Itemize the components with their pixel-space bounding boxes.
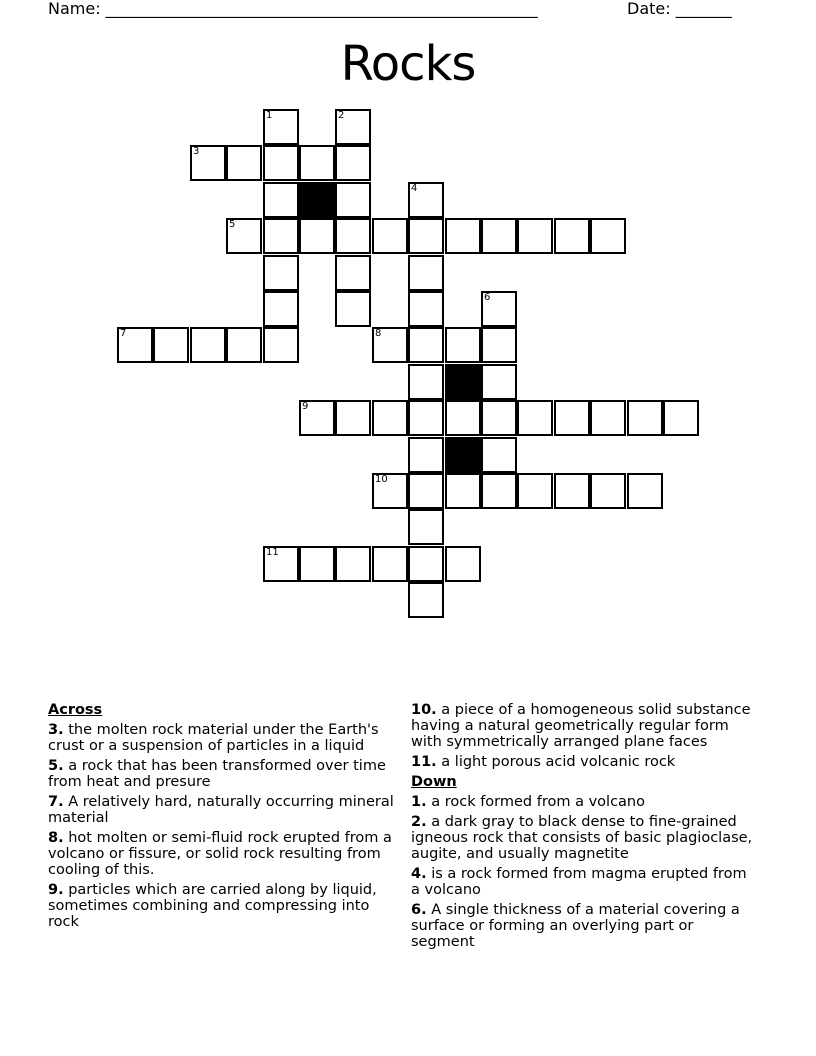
crossword-cell[interactable] [335, 145, 371, 181]
crossword-cell[interactable] [517, 218, 553, 254]
crossword-cell[interactable] [408, 437, 444, 473]
crossword-cell[interactable] [408, 473, 444, 509]
crossword-cell[interactable] [226, 327, 262, 363]
crossword-cell[interactable] [190, 145, 226, 181]
crossword-block [445, 437, 481, 473]
cell-number: 7 [120, 328, 127, 339]
crossword-cell[interactable] [372, 218, 408, 254]
crossword-cell[interactable] [408, 255, 444, 291]
crossword-cell[interactable] [517, 400, 553, 436]
crossword-cell[interactable] [263, 291, 299, 327]
clue-down-6 [411, 902, 759, 950]
crossword-cell[interactable] [445, 327, 481, 363]
crossword-cell[interactable] [263, 145, 299, 181]
crossword-block [299, 182, 335, 218]
crossword-cell[interactable] [299, 546, 335, 582]
crossword-cell[interactable] [408, 182, 444, 218]
crossword-cell[interactable] [335, 182, 371, 218]
cell-number: 1 [266, 110, 273, 121]
clue-down-2 [411, 814, 759, 862]
clue-text: hot molten or semi-fluid rock erupted from a volcano or fissure, or solid rock resulting from cooling of this. [48, 830, 392, 878]
cell-number: 8 [375, 328, 382, 339]
crossword-cell[interactable] [554, 218, 590, 254]
crossword-cell[interactable] [335, 109, 371, 145]
crossword-cell[interactable] [226, 218, 262, 254]
clue-down-4 [411, 866, 759, 898]
crossword-cell[interactable] [408, 327, 444, 363]
crossword-cell[interactable] [335, 546, 371, 582]
clue-text: a rock that has been transformed over time from heat and presure [48, 758, 386, 790]
clue-number: 11. [411, 754, 437, 770]
crossword-cell[interactable] [408, 218, 444, 254]
cell-number: 10 [375, 474, 388, 485]
cell-number: 3 [193, 146, 200, 157]
crossword-cell[interactable] [445, 218, 481, 254]
crossword-cell[interactable] [299, 400, 335, 436]
crossword-cell[interactable] [445, 546, 481, 582]
crossword-cell[interactable] [517, 473, 553, 509]
crossword-cell[interactable] [663, 400, 699, 436]
cell-number: 11 [266, 547, 279, 558]
crossword-cell[interactable] [554, 400, 590, 436]
cell-number: 6 [484, 292, 491, 303]
clue-across-11 [411, 754, 759, 770]
crossword-cell[interactable] [263, 546, 299, 582]
crossword-cell[interactable] [554, 473, 590, 509]
crossword-cell[interactable] [590, 218, 626, 254]
crossword-cell[interactable] [481, 218, 517, 254]
clue-text: the molten rock material under the Earth's crust or a suspension of particles in a liquid [48, 722, 379, 754]
down-heading: Down [411, 774, 457, 790]
crossword-cell[interactable] [408, 364, 444, 400]
crossword-cell[interactable] [481, 291, 517, 327]
crossword-cell[interactable] [372, 327, 408, 363]
crossword-cell[interactable] [445, 400, 481, 436]
clue-across-9 [48, 882, 396, 930]
crossword-cell[interactable] [335, 400, 371, 436]
clue-across-10 [411, 702, 759, 750]
clue-number: 10. [411, 702, 437, 718]
clue-down-1 [411, 794, 759, 810]
crossword-cell[interactable] [481, 437, 517, 473]
crossword-cell[interactable] [627, 473, 663, 509]
clue-across-5 [48, 758, 396, 790]
crossword-cell[interactable] [299, 145, 335, 181]
cell-number: 4 [411, 183, 418, 194]
crossword-cell[interactable] [263, 218, 299, 254]
crossword-cell[interactable] [590, 473, 626, 509]
crossword-cell[interactable] [263, 109, 299, 145]
crossword-cell[interactable] [263, 327, 299, 363]
crossword-cell[interactable] [408, 546, 444, 582]
crossword-cell[interactable] [372, 546, 408, 582]
crossword-cell[interactable] [590, 400, 626, 436]
page-title: Rocks [340, 36, 476, 92]
date-field-label: Date: _______ [627, 0, 732, 18]
crossword-cell[interactable] [408, 509, 444, 545]
crossword-cell[interactable] [263, 255, 299, 291]
clue-text: a dark gray to black dense to fine-grained igneous rock that consists of basic plagioclase, augite, and usually magnetite [411, 814, 753, 862]
crossword-cell[interactable] [263, 182, 299, 218]
crossword-cell[interactable] [408, 582, 444, 618]
crossword-cell[interactable] [481, 473, 517, 509]
clue-text: A relatively hard, naturally occurring mineral material [48, 794, 394, 826]
crossword-cell[interactable] [408, 291, 444, 327]
cell-number: 5 [229, 219, 236, 230]
crossword-cell[interactable] [299, 218, 335, 254]
clue-text: a light porous acid volcanic rock [441, 754, 676, 770]
crossword-cell[interactable] [117, 327, 153, 363]
crossword-cell[interactable] [627, 400, 663, 436]
clue-text: particles which are carried along by liquid, sometimes combining and compressing into rock [48, 882, 377, 930]
name-field-label: Name: ______________________________________________________ [48, 0, 538, 18]
clue-across-3 [48, 722, 396, 754]
clue-text: is a rock formed from magma erupted from a volcano [411, 866, 747, 898]
clue-number: 1. [411, 794, 427, 810]
crossword-cell[interactable] [481, 400, 517, 436]
clue-number: 8. [48, 830, 64, 846]
cell-number: 9 [302, 401, 309, 412]
crossword-cell[interactable] [408, 400, 444, 436]
clue-number: 5. [48, 758, 64, 774]
clue-number: 7. [48, 794, 64, 810]
crossword-cell[interactable] [372, 473, 408, 509]
crossword-cell[interactable] [481, 327, 517, 363]
clue-number: 4. [411, 866, 427, 882]
clue-text: a piece of a homogeneous solid substance having a natural geometrically regular form with symmetrically arranged plane faces [411, 702, 751, 750]
crossword-cell[interactable] [335, 291, 371, 327]
clue-number: 6. [411, 902, 427, 918]
across-heading: Across [48, 702, 103, 718]
clue-text: A single thickness of a material covering a surface or forming an overlying part or segment [411, 902, 740, 950]
crossword-cell[interactable] [481, 364, 517, 400]
clues-left-column [48, 702, 396, 934]
crossword-cell[interactable] [226, 145, 262, 181]
clue-text: a rock formed from a volcano [431, 794, 645, 810]
crossword-cell[interactable] [153, 327, 189, 363]
clue-across-7 [48, 794, 396, 826]
crossword-cell[interactable] [190, 327, 226, 363]
cell-number: 2 [338, 110, 345, 121]
clue-across-8 [48, 830, 396, 878]
clue-number: 9. [48, 882, 64, 898]
clues-right-column [411, 702, 759, 954]
crossword-block [445, 364, 481, 400]
crossword-cell[interactable] [445, 473, 481, 509]
crossword-cell[interactable] [335, 218, 371, 254]
crossword-cell[interactable] [372, 400, 408, 436]
crossword-cell[interactable] [335, 255, 371, 291]
clue-number: 2. [411, 814, 427, 830]
clue-number: 3. [48, 722, 64, 738]
